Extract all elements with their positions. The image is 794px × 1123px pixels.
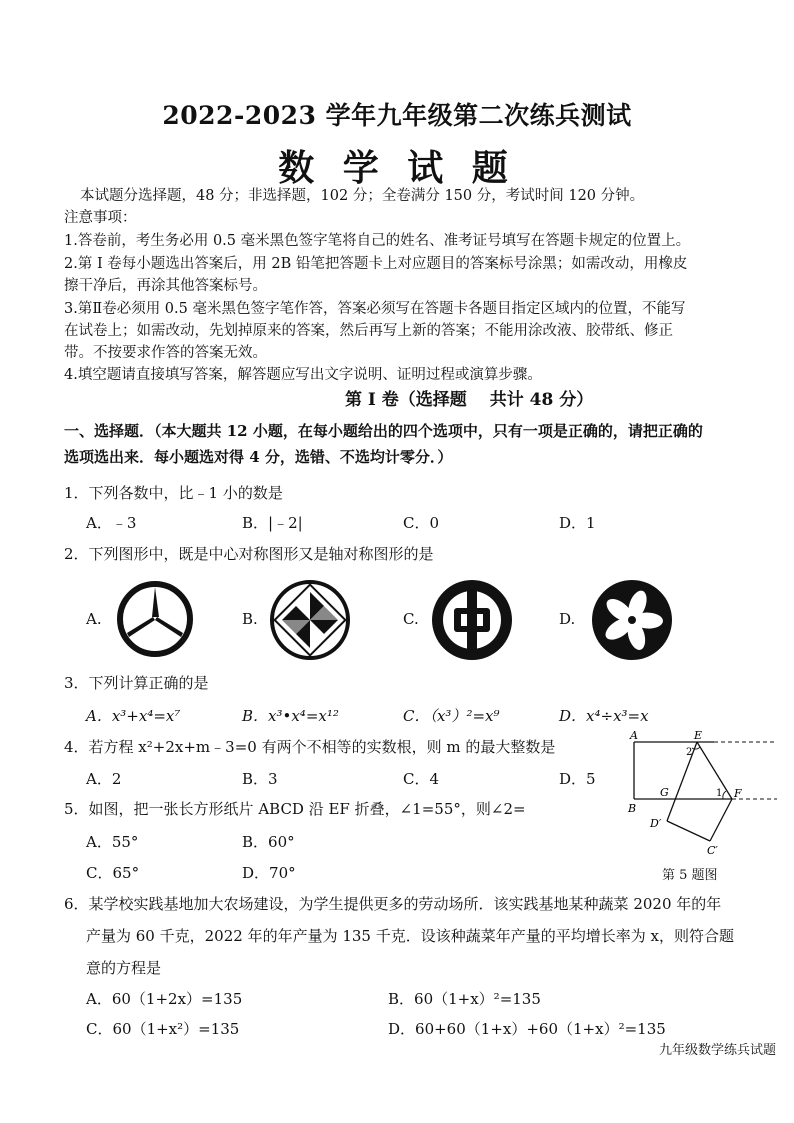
note-line: 3.第Ⅱ卷必须用 0.5 毫米黑色签字笔作答，答案必须写在答题卡各题目指定区域内的位置，不能写: [64, 301, 686, 317]
q2-option-b[interactable]: B.: [242, 610, 258, 628]
exam-title: 2022-2023 学年九年级第二次练兵测试: [162, 101, 632, 130]
q2-option-a[interactable]: A.: [86, 610, 102, 628]
q6-option-a[interactable]: A．60（1+2x）=135: [86, 990, 243, 1008]
note-line: 1.答卷前，考生务必用 0.5 毫米黑色签字笔将自己的姓名、准考证号填写在答题卡规定的位置上。: [64, 233, 691, 249]
q1-option-a[interactable]: A．﹣3: [86, 514, 137, 532]
q3-option-d[interactable]: D．x⁴÷x³=x: [559, 707, 649, 725]
q5-option-d[interactable]: D．70°: [242, 864, 296, 882]
q6-option-d[interactable]: D．60+60（1+x）+60（1+x）²=135: [388, 1020, 666, 1038]
q4-option-d[interactable]: D．5: [559, 770, 596, 788]
question-5-stem: 5．如图，把一张长方形纸片 ABCD 沿 EF 折叠，∠1=55°，则∠2=: [64, 800, 526, 818]
fig5-label-e: E: [694, 729, 703, 742]
note-line: 带。不按要求作答的答案无效。: [64, 345, 267, 361]
question-6-stem: 6．某学校实践基地加大农场建设，为学生提供更多的劳动场所．该实践基地某种蔬菜 2020 年的年: [64, 895, 722, 913]
fig5-label-d-prime: D′: [650, 817, 662, 830]
fig5-label-g: G: [660, 786, 669, 799]
bauhinia-flower-figure: [590, 578, 674, 662]
note-line: 擦干净后，再涂其他答案标号。: [64, 278, 267, 294]
q1-option-b[interactable]: B．|﹣2|: [242, 514, 303, 532]
note-line: 4.填空题请直接填写答案，解答题应写出文字说明、证明过程或演算步骤。: [64, 367, 542, 383]
note-line: 2.第 I 卷每小题选出答案后，用 2B 铅笔把答题卡上对应题目的答案标号涂黑；如需改动，用橡皮: [64, 256, 688, 272]
question-1-stem: 1．下列各数中，比﹣1 小的数是: [64, 484, 283, 502]
page-footer: 九年级数学练兵试题: [658, 1043, 776, 1058]
q2-option-c[interactable]: C.: [403, 610, 419, 628]
q4-option-a[interactable]: A．2: [86, 770, 122, 788]
q6-option-b[interactable]: B．60（1+x）²=135: [388, 990, 541, 1008]
pinwheel-figure: [268, 578, 352, 662]
note-line: 在试卷上；如需改动，先划掉原来的答案，然后再写上新的答案；不能用涂改液、胶带纸、修正: [64, 323, 673, 339]
q5-option-b[interactable]: B．60°: [242, 833, 295, 851]
notes-heading: 注意事项：: [64, 210, 137, 226]
q3-option-a[interactable]: A．x³+x⁴=x⁷: [86, 707, 181, 725]
fig5-label-c-prime: C′: [707, 844, 718, 857]
bank-of-china-logo-figure: [430, 578, 514, 662]
fig5-label-angle2: 2: [686, 747, 693, 758]
section1-instructions: 选项选出来．每小题选对得 4 分，选错、不选均计零分．）: [64, 448, 453, 466]
q4-option-b[interactable]: B．3: [242, 770, 278, 788]
mercedes-logo-figure: [116, 580, 194, 658]
fig5-label-angle1: 1: [716, 788, 723, 799]
question-4-stem: 4．若方程 x²+2x+m﹣3=0 有两个不相等的实数根，则 m 的最大整数是: [64, 738, 556, 756]
fold-figure: [622, 728, 782, 870]
q1-option-d[interactable]: D．1: [559, 514, 596, 532]
fig5-label-f: F: [734, 787, 742, 800]
q6-option-c[interactable]: C．60（1+x²）=135: [86, 1020, 240, 1038]
figure5-caption: 第 5 题图: [662, 868, 718, 883]
exam-subtitle: 数 学 试 题: [278, 147, 516, 189]
question-3-stem: 3．下列计算正确的是: [64, 674, 209, 692]
q3-option-b[interactable]: B．x³•x⁴=x¹²: [242, 707, 339, 725]
question-6-stem: 产量为 60 千克，2022 年的年产量为 135 千克．设该种蔬菜年产量的平均增长率为 x，则符合题: [86, 927, 734, 945]
q1-option-c[interactable]: C．0: [403, 514, 440, 532]
q5-option-a[interactable]: A．55°: [86, 833, 139, 851]
question-2-stem: 2．下列图形中，既是中心对称图形又是轴对称图形的是: [64, 545, 434, 563]
fig5-label-a: A: [630, 729, 638, 742]
q3-option-c[interactable]: C．（x³）²=x⁹: [403, 707, 500, 725]
question-6-stem: 意的方程是: [86, 959, 162, 977]
q2-option-d[interactable]: D.: [559, 610, 576, 628]
q4-option-c[interactable]: C．4: [403, 770, 440, 788]
section1-instructions: 一、选择题．（本大题共 12 小题，在每小题给出的四个选项中，只有一项是正确的，请把正确的: [64, 422, 703, 440]
part1-heading: 第 I 卷（选择题 共计 48 分）: [345, 390, 594, 410]
exam-intro: 本试题分选择题，48 分；非选择题，102 分；全卷满分 150 分，考试时间 120 分钟。: [80, 188, 645, 204]
q5-option-c[interactable]: C．65°: [86, 864, 140, 882]
fig5-label-b: B: [628, 802, 637, 815]
